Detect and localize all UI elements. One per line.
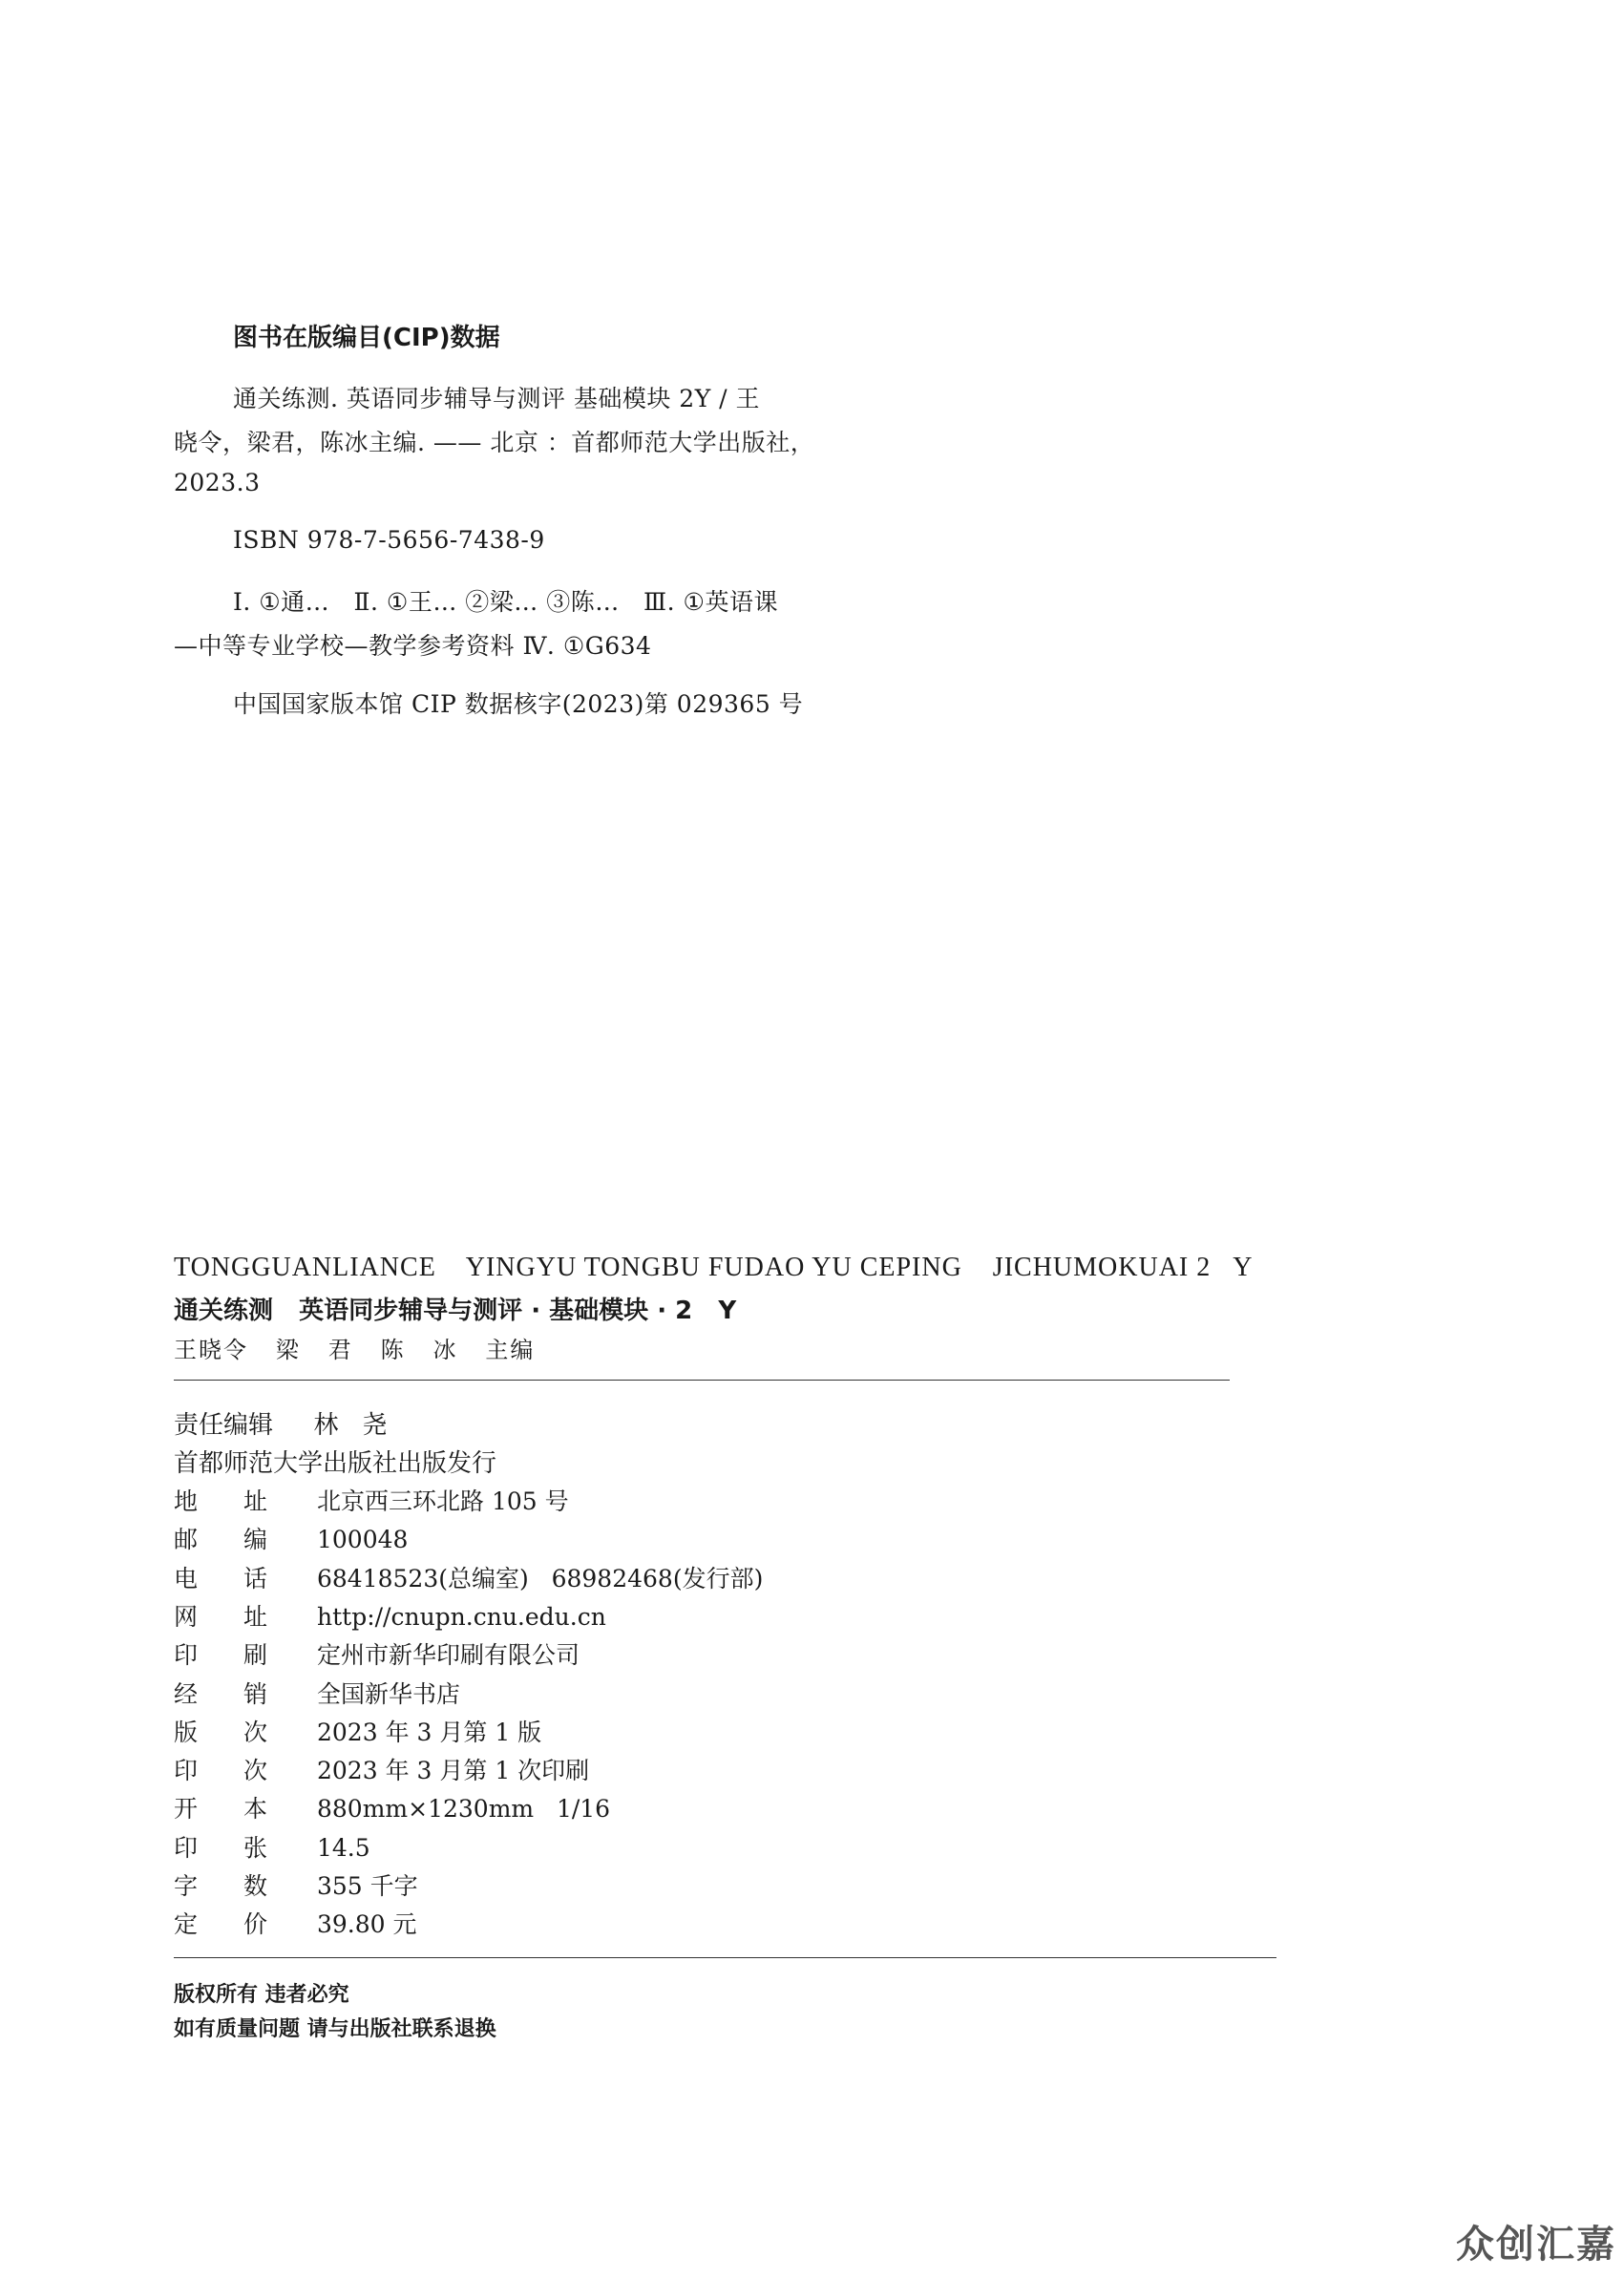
info-label: 定价	[174, 1910, 314, 1939]
info-value: 68418523(总编室) 68982468(发行部)	[317, 1564, 764, 1592]
info-value: 880mm×1230mm 1/16	[317, 1795, 611, 1824]
divider-bottom	[174, 1957, 1276, 1958]
info-value: 2023 年 3 月第 1 次印刷	[317, 1757, 590, 1785]
info-label: 网址	[174, 1602, 314, 1631]
info-label: 邮编	[174, 1526, 314, 1554]
divider-top	[174, 1380, 1230, 1381]
cip-line-1: 通关练测. 英语同步辅导与测评 基础模块 2Y / 王	[233, 385, 761, 412]
info-label: 印次	[174, 1757, 314, 1785]
info-label: 字数	[174, 1872, 314, 1900]
info-value: 定州市新华印刷有限公司	[317, 1641, 580, 1670]
info-row	[174, 1636, 580, 1671]
info-value: 100048	[317, 1526, 409, 1554]
watermark-logo: 众创汇嘉	[1456, 2223, 1616, 2267]
info-row	[174, 1598, 606, 1633]
cip-line-2: 晓令，梁君，陈冰主编. —— 北京 ：首都师范大学出版社，	[174, 429, 815, 456]
info-label: 印刷	[174, 1641, 314, 1670]
info-label: 电话	[174, 1564, 314, 1592]
responsible-editor-value: 林 尧	[313, 1411, 388, 1440]
cip-classification-1: Ⅰ. ①通… Ⅱ. ①王… ②梁… ③陈… Ⅲ. ①英语课	[233, 588, 778, 616]
responsible-editor	[174, 1405, 387, 1441]
info-row	[174, 1521, 408, 1555]
rights-notice: 版权所有 违者必究	[174, 1983, 349, 2007]
info-value: 北京西三环北路 105 号	[317, 1487, 569, 1515]
info-row	[174, 1676, 460, 1710]
cip-classification-2: —中等专业学校—教学参考资料 Ⅳ. ①G634	[174, 632, 652, 660]
info-label: 地址	[174, 1487, 314, 1515]
editors-line: 王晓令 梁 君 陈 冰 主编	[174, 1337, 536, 1363]
cip-isbn: ISBN 978-7-5656-7438-9	[233, 526, 545, 554]
info-row	[174, 1752, 589, 1786]
info-value: 355 千字	[317, 1872, 418, 1900]
chinese-title: 通关练测 英语同步辅导与测评 · 基础模块 · 2 Y	[174, 1297, 737, 1325]
info-value: 14.5	[317, 1833, 370, 1862]
info-label: 开本	[174, 1795, 314, 1824]
info-value: 39.80 元	[317, 1910, 417, 1939]
pinyin-title: TONGGUANLIANCE YINGYU TONGBU FUDAO YU CEPING JICHUMOKUAI 2 Y	[174, 1253, 1254, 1282]
info-value: http://cnupn.cnu.edu.cn	[317, 1602, 606, 1631]
info-label: 版次	[174, 1718, 314, 1746]
info-row	[174, 1714, 541, 1748]
info-label: 印张	[174, 1833, 314, 1862]
info-row	[174, 1790, 610, 1825]
info-row	[174, 1867, 418, 1902]
info-row	[174, 1483, 569, 1517]
cip-heading: 图书在版编目(CIP)数据	[233, 324, 500, 352]
info-value: 2023 年 3 月第 1 版	[317, 1718, 542, 1746]
info-row	[174, 1560, 763, 1594]
info-row	[174, 1906, 417, 1940]
return-notice: 如有质量问题 请与出版社联系退换	[174, 2017, 496, 2041]
publisher-line: 首都师范大学出版社出版发行	[174, 1449, 497, 1478]
info-label: 经销	[174, 1679, 314, 1708]
info-value: 全国新华书店	[317, 1679, 461, 1708]
responsible-editor-label: 责任编辑	[174, 1411, 274, 1440]
info-row	[174, 1829, 370, 1864]
cip-record-number: 中国国家版本馆 CIP 数据核字(2023)第 029365 号	[233, 690, 804, 718]
cip-line-3: 2023.3	[174, 469, 261, 496]
